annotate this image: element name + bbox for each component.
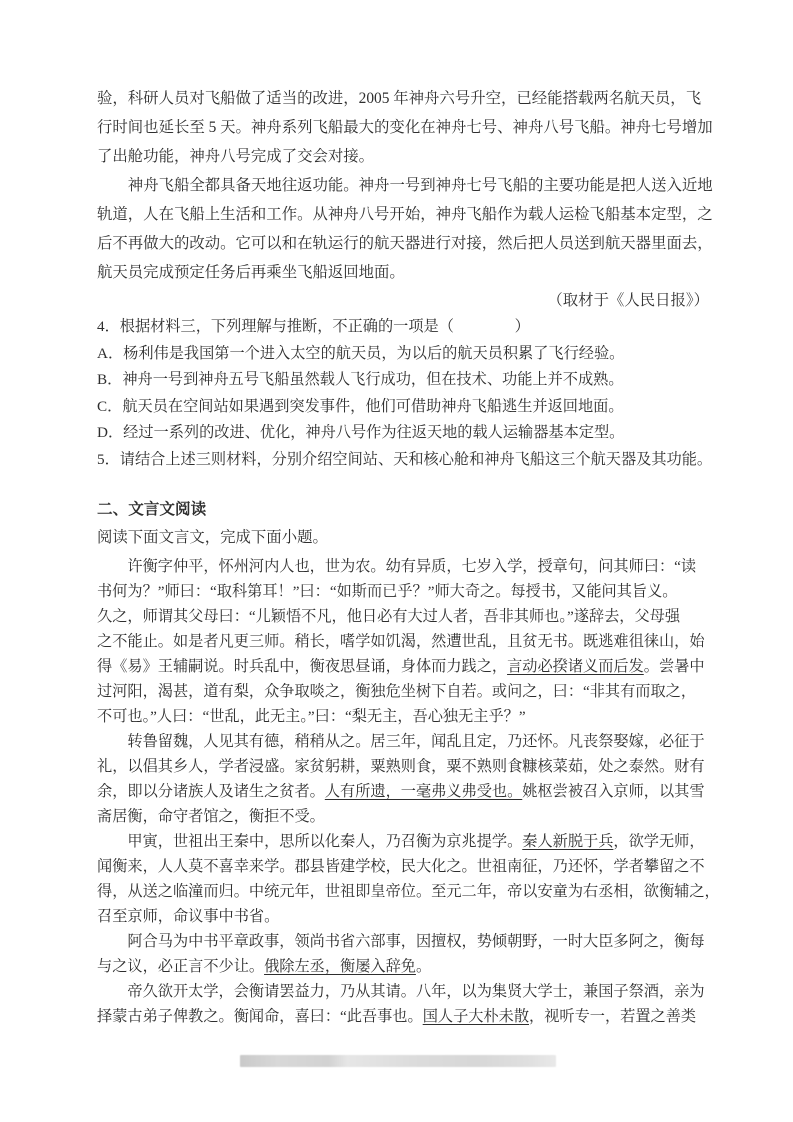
text-line: 久之，师谓其父母曰：“儿颖悟不凡，他日必有大过人者，吾非其师也。”遂辞去，父母强 xyxy=(97,608,681,625)
text-segment: 。 xyxy=(415,958,432,975)
text-line: 斋居衡，命守者馆之，衡拒不受。 xyxy=(97,808,325,825)
watermark-bar xyxy=(240,1055,556,1067)
text-line: 许衡字仲平，怀州河内人也，世为农。幼有异质，七岁入学，授章句，问其师曰：“读 xyxy=(127,558,697,575)
underlined-phrase: 国人子大朴未散 xyxy=(422,1008,529,1025)
text-line xyxy=(97,779,709,804)
text-line: 后不再做大的改动。它可以和在轨运行的航天器进行对接，然后把人员送到航天器里面去， xyxy=(97,235,713,252)
text-line: 召至京师，命议事中书省。 xyxy=(97,908,280,925)
text-line: 轨道，人在飞船上生活和工作。从神舟八号开始，神舟飞船作为载人运检飞船基本定型，之 xyxy=(97,206,713,223)
question-4-option-b: B．神舟一号到神舟五号飞船虽然载人飞行成功，但在技术、功能上并不成熟。 xyxy=(97,371,624,388)
reading-instruction: 阅读下面文言文，完成下面小题。 xyxy=(97,529,328,546)
text-line: 过河阳，渴甚，道有梨，众争取啖之，衡独危坐树下自若。或问之，曰：“非其有而取之， xyxy=(97,683,697,700)
text-line: 神舟飞船全都具备天地往返功能。神舟一号到神舟七号飞船的主要功能是把人送入近地 xyxy=(127,177,713,194)
underlined-phrase: 言动必揆诸义而后发 xyxy=(507,658,644,675)
text-line: 礼，以倡其乡人，学者浸盛。家贫躬耕，粟熟则食，粟不熟则食糠核菜茹，处之泰然。财有 xyxy=(97,758,705,775)
text-line: 之不能止。如是者凡更三师。稍长，嗜学如饥渴，然遭世乱，且贫无书。既逃难徂徕山，始 xyxy=(97,633,705,650)
text-line xyxy=(97,1004,709,1029)
text-segment: ，欲学无师， xyxy=(613,833,705,850)
text-line: 帝久欲开太学，会衡请罢益力，乃从其请。八年，以为集贤大学士，兼国子祭酒，亲为 xyxy=(127,983,705,1000)
text-segment: 择蒙古弟子俾教之。衡闻命，喜曰：“此吾事也。 xyxy=(97,1008,423,1025)
text-line xyxy=(97,954,709,979)
text-line: 书何为？”师曰：“取科第耳！”曰：“如斯而已乎？”师大奇之。每授书，又能问其旨义。 xyxy=(97,583,678,600)
text-segment: 姚枢尝被召入京师，以其雪 xyxy=(522,783,705,800)
page-content xyxy=(97,84,720,1029)
text-segment: 。尝暑中 xyxy=(643,658,705,675)
text-segment: 与之议，必正言不少让。 xyxy=(97,958,265,975)
classical-text xyxy=(97,554,720,1029)
text-line: 阿合马为中书平章政事，领尚书省六部事，因擅权，势倾朝野，一时大臣多阿之，衡每 xyxy=(127,933,705,950)
question-4-option-a: A．杨利伟是我国第一个进入太空的航天员，为以后的航天员积累了飞行经验。 xyxy=(97,344,625,362)
text-line: 不可也。”人曰：“世乱，此无主。”曰：“梨无主，吾心独无主乎？” xyxy=(97,708,526,725)
text-line: 转鲁留魏，人见其有德，稍稍从之。居三年，闻乱且定，乃还怀。凡丧祭娶嫁，必征于 xyxy=(127,733,705,750)
source-attribution: （取材于《人民日报》） xyxy=(547,292,709,309)
text-line: 验，科研人员对飞船做了适当的改进，2005 年神舟六号升空，已经能搭载两名航天员，飞 xyxy=(97,90,702,107)
text-line: 闻衡来，人人莫不喜幸来学。郡县皆建学校，民大化之。世祖南征，乃还怀，学者攀留之不 xyxy=(97,858,705,875)
underlined-phrase: 俄除左丞，衡屡入辞免 xyxy=(264,958,416,975)
questions-block xyxy=(97,314,713,473)
question-4-stem: 4．根据材料三，下列理解与推断，不正确的一项是（ ） xyxy=(97,318,530,335)
section-heading: 二、文言文阅读 xyxy=(97,501,207,518)
text-line: 航天员完成预定任务后再乘坐飞船返回地面。 xyxy=(97,264,405,281)
text-segment: 余，即以分诸族人及诸生之贫者。 xyxy=(97,783,325,800)
text-line xyxy=(97,654,709,679)
text-segment: ，视听专一，若置之善类 xyxy=(529,1008,697,1025)
text-line xyxy=(97,829,709,854)
question-4-option-d: D．经过一系列的改进、优化，神舟八号作为往返天地的载人运输器基本定型。 xyxy=(97,424,625,441)
material-three-text xyxy=(97,84,713,287)
underlined-phrase: 人有所遗，一毫弗义弗受也。 xyxy=(324,783,523,800)
text-segment: 得《易》王辅嗣说。时兵乱中，衡夜思昼诵，身体而力践之， xyxy=(97,658,508,675)
question-4-option-c: C．航天员在空间站如果遇到突发事件，他们可借助神舟飞船逃生并返回地面。 xyxy=(97,397,624,415)
question-5: 5．请结合上述三则材料，分别介绍空间站、天和核心舱和神舟飞船这三个航天器及其功能。 xyxy=(97,450,713,468)
text-segment: 甲寅，世祖出王秦中，思所以化秦人，乃召衡为京兆提学。 xyxy=(127,833,523,850)
text-line: 行时间也延长至 5 天。神舟系列飞船最大的变化在神舟七号、神舟八号飞船。神舟七号增加 xyxy=(97,119,713,136)
text-line: 得，从送之临潼而归。中统元年，世祖即皇帝位。至元二年，帝以安童为右丞相，欲衡辅之， xyxy=(97,883,720,900)
text-line: 了出舱功能，神舟八号完成了交会对接。 xyxy=(97,148,375,165)
underlined-phrase: 秦人新脱于兵 xyxy=(522,833,614,850)
